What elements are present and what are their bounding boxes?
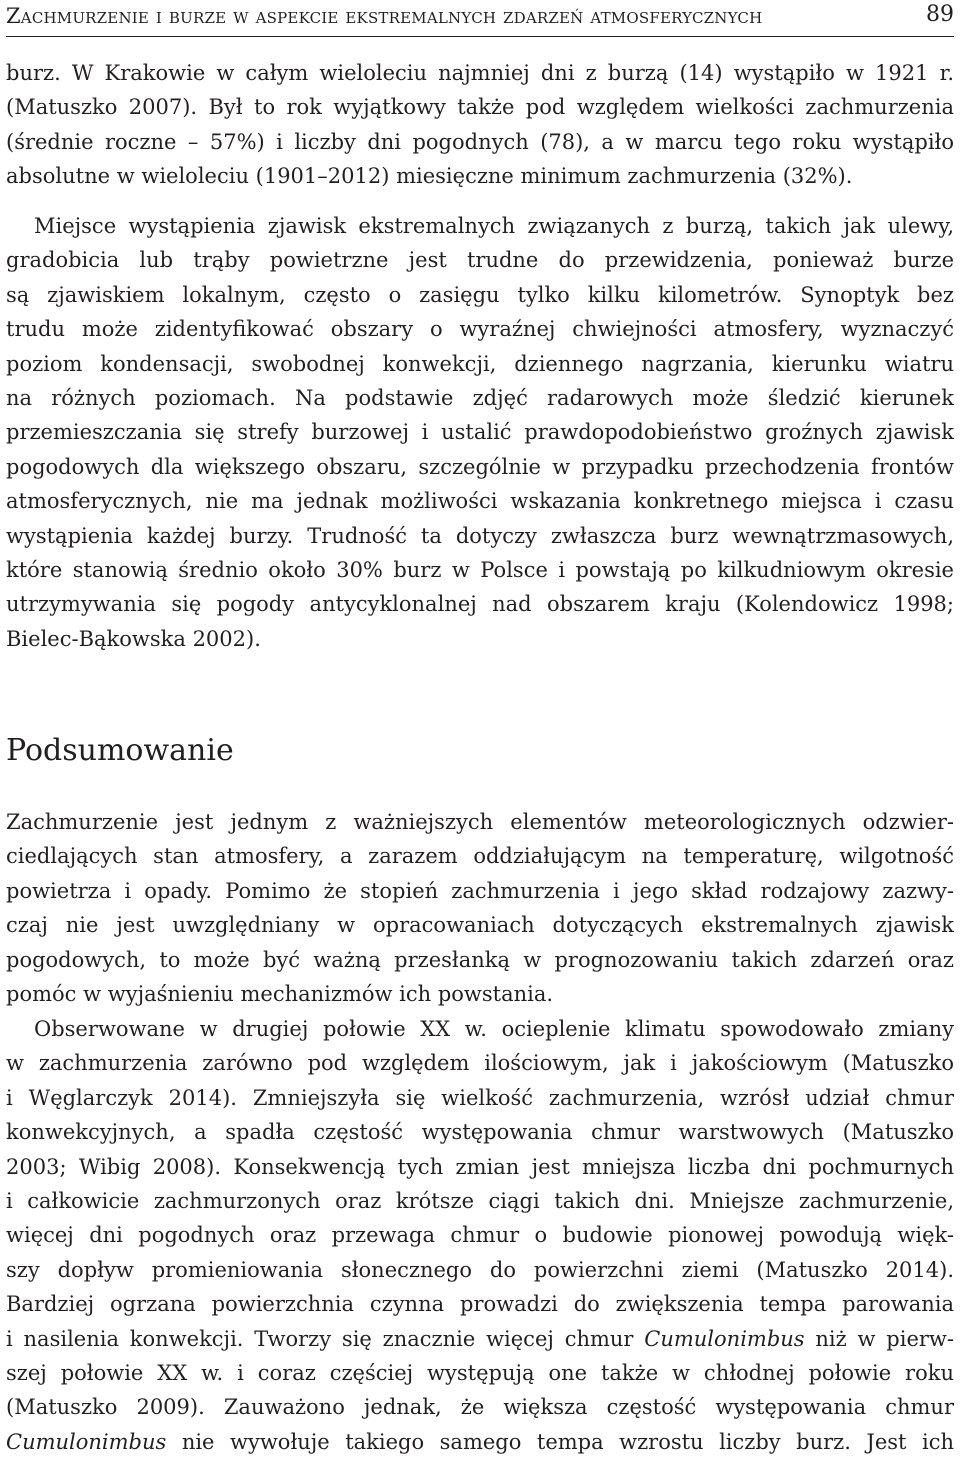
text-line: więcej dni pogodnych oraz przewaga chmur o budowie pionowej powodują więk-: [6, 1223, 954, 1248]
text-line: atmosferycznych, nie ma jednak możliwości wskazania konkretnego miejsca i czasu: [6, 489, 954, 514]
text-line: wystąpienia każdej burzy. Trudność ta dotyczy zwłaszcza burz wewnątrzmasowych,: [6, 523, 954, 548]
text-line: i Węglarczyk 2014). Zmniejszyła się wielkość zachmurzenia, wzrósł udział chmur: [6, 1085, 954, 1110]
text-line: utrzymywania się pogody antycyklonalnej nad obszarem kraju (Kolendowicz 1998;: [6, 592, 954, 617]
page-number: 89: [926, 2, 954, 27]
paragraph-continuation: [6, 56, 954, 194]
section-heading: Podsumowanie: [6, 733, 234, 768]
text-line: Zachmurzenie jest jednym z ważniejszych elementów meteorologicznych odzwier-: [6, 810, 954, 834]
text-line: szy dopływ promieniowania słonecznego do powierzchni ziemi (Matuszko 2014).: [6, 1257, 954, 1282]
text-run: niż w pierw-: [815, 1326, 954, 1351]
text-line: burz. W Krakowie w całym wieloleciu najmniej dni z burzą (14) wystąpiło w 1921 r.: [6, 61, 954, 85]
text-line: gradobicia lub trąby powietrzne jest trudne do przewidzenia, ponieważ burze: [6, 248, 954, 273]
text-line: (Matuszko 2009). Zauważono jednak, że większa częstość występowania chmur: [6, 1395, 954, 1420]
paragraph-climate-change: [6, 1012, 954, 1459]
genus-name: Cumulonimbus: [644, 1326, 805, 1351]
text-line: szej połowie XX w. i coraz częściej występują one także w chłodnej połowie roku: [6, 1361, 954, 1386]
text-line: konwekcyjnych, a spadła częstość występowania chmur warstwowych (Matuszko: [6, 1120, 954, 1145]
text-line: ciedlających stan atmosfery, a zarazem oddziałującym na temperaturę, wilgotność: [6, 844, 954, 869]
text-line: powietrza i opady. Pomimo że stopień zachmurzenia i jego skład rodzajowy zazwy-: [6, 878, 954, 903]
text-line: w zachmurzenia zarówno pod względem ilościowym, jak i jakościowym (Matuszko: [6, 1051, 954, 1076]
text-line: czaj nie jest uwzględniany w opracowaniach dotyczących ekstremalnych zjawisk: [6, 913, 954, 938]
text-line: pogodowych, to może być ważną przesłanką w prognozowaniu takich zdarzeń oraz: [6, 947, 954, 972]
text-line: Bardziej ogrzana powierzchnia czynna prowadzi do zwiększenia tempa parowania: [6, 1292, 954, 1317]
text-line: (średnie roczne – 57%) i liczby dni pogodnych (78), a w marcu tego roku wystąpiło: [6, 129, 954, 154]
text-line: [6, 1322, 954, 1356]
text-line: pogodowych dla większego obszaru, szczególnie w przypadku przechodzenia frontów: [6, 454, 954, 479]
text-line: na różnych poziomach. Na podstawie zdjęć radarowych może śledzić kierunek: [6, 386, 954, 411]
text-line: trudu może zidentyfikować obszary o wyraźnej chwiejności atmosfery, wyznaczyć: [6, 317, 954, 342]
text-run: nie wywołuje takiego samego tempa wzrostu liczby burz. Jest ich: [181, 1429, 954, 1454]
text-line: poziom kondensacji, swobodnej konwekcji, dziennego nagrzania, kierunku wiatru: [6, 351, 954, 376]
text-run: i nasilenia konwekcji. Tworzy się znacznie więcej chmur: [6, 1326, 634, 1351]
text-line: Miejsce wystąpienia zjawisk ekstremalnych związanych z burzą, takich jak ulewy,: [34, 214, 954, 238]
running-title: Zachmurzenie i burze w aspekcie ekstremalnych zdarzeń atmosferycznych: [6, 4, 763, 28]
text-line: (Matuszko 2007). Był to rok wyjątkowy także pod względem wielkości zachmurzenia: [6, 95, 954, 120]
text-line: absolutne w wieloleciu (1901–2012) miesięczne minimum zachmurzenia (32%).: [6, 164, 853, 189]
text-line: 2003; Wibig 2008). Konsekwencją tych zmian jest mniejsza liczba dni pochmurnych: [6, 1154, 954, 1179]
running-head: [6, 0, 954, 37]
text-line: pomóc w wyjaśnieniu mechanizmów ich powstania.: [6, 982, 554, 1007]
paragraph-summary: [6, 805, 954, 1011]
genus-name: Cumulonimbus: [6, 1429, 167, 1454]
text-line: są zjawiskiem lokalnym, często o zasięgu tylko kilku kilometrów. Synoptyk bez: [6, 282, 954, 307]
text-line: które stanowią średnio około 30% burz w Polsce i powstają po kilkudniowym okresie: [6, 558, 954, 583]
text-line: i całkowicie zachmurzonych oraz krótsze ciągi takich dni. Mniejsze zachmurzenie,: [6, 1189, 954, 1214]
paragraph-storm-prediction: [6, 209, 954, 656]
text-line: Obserwowane w drugiej połowie XX w. ocieplenie klimatu spowodowało zmiany: [34, 1017, 954, 1041]
text-line: [6, 1425, 954, 1459]
text-line: przemieszczania się strefy burzowej i ustalić prawdopodobieństwo groźnych zjawisk: [6, 420, 954, 445]
text-line: Bielec-Bąkowska 2002).: [6, 626, 261, 651]
